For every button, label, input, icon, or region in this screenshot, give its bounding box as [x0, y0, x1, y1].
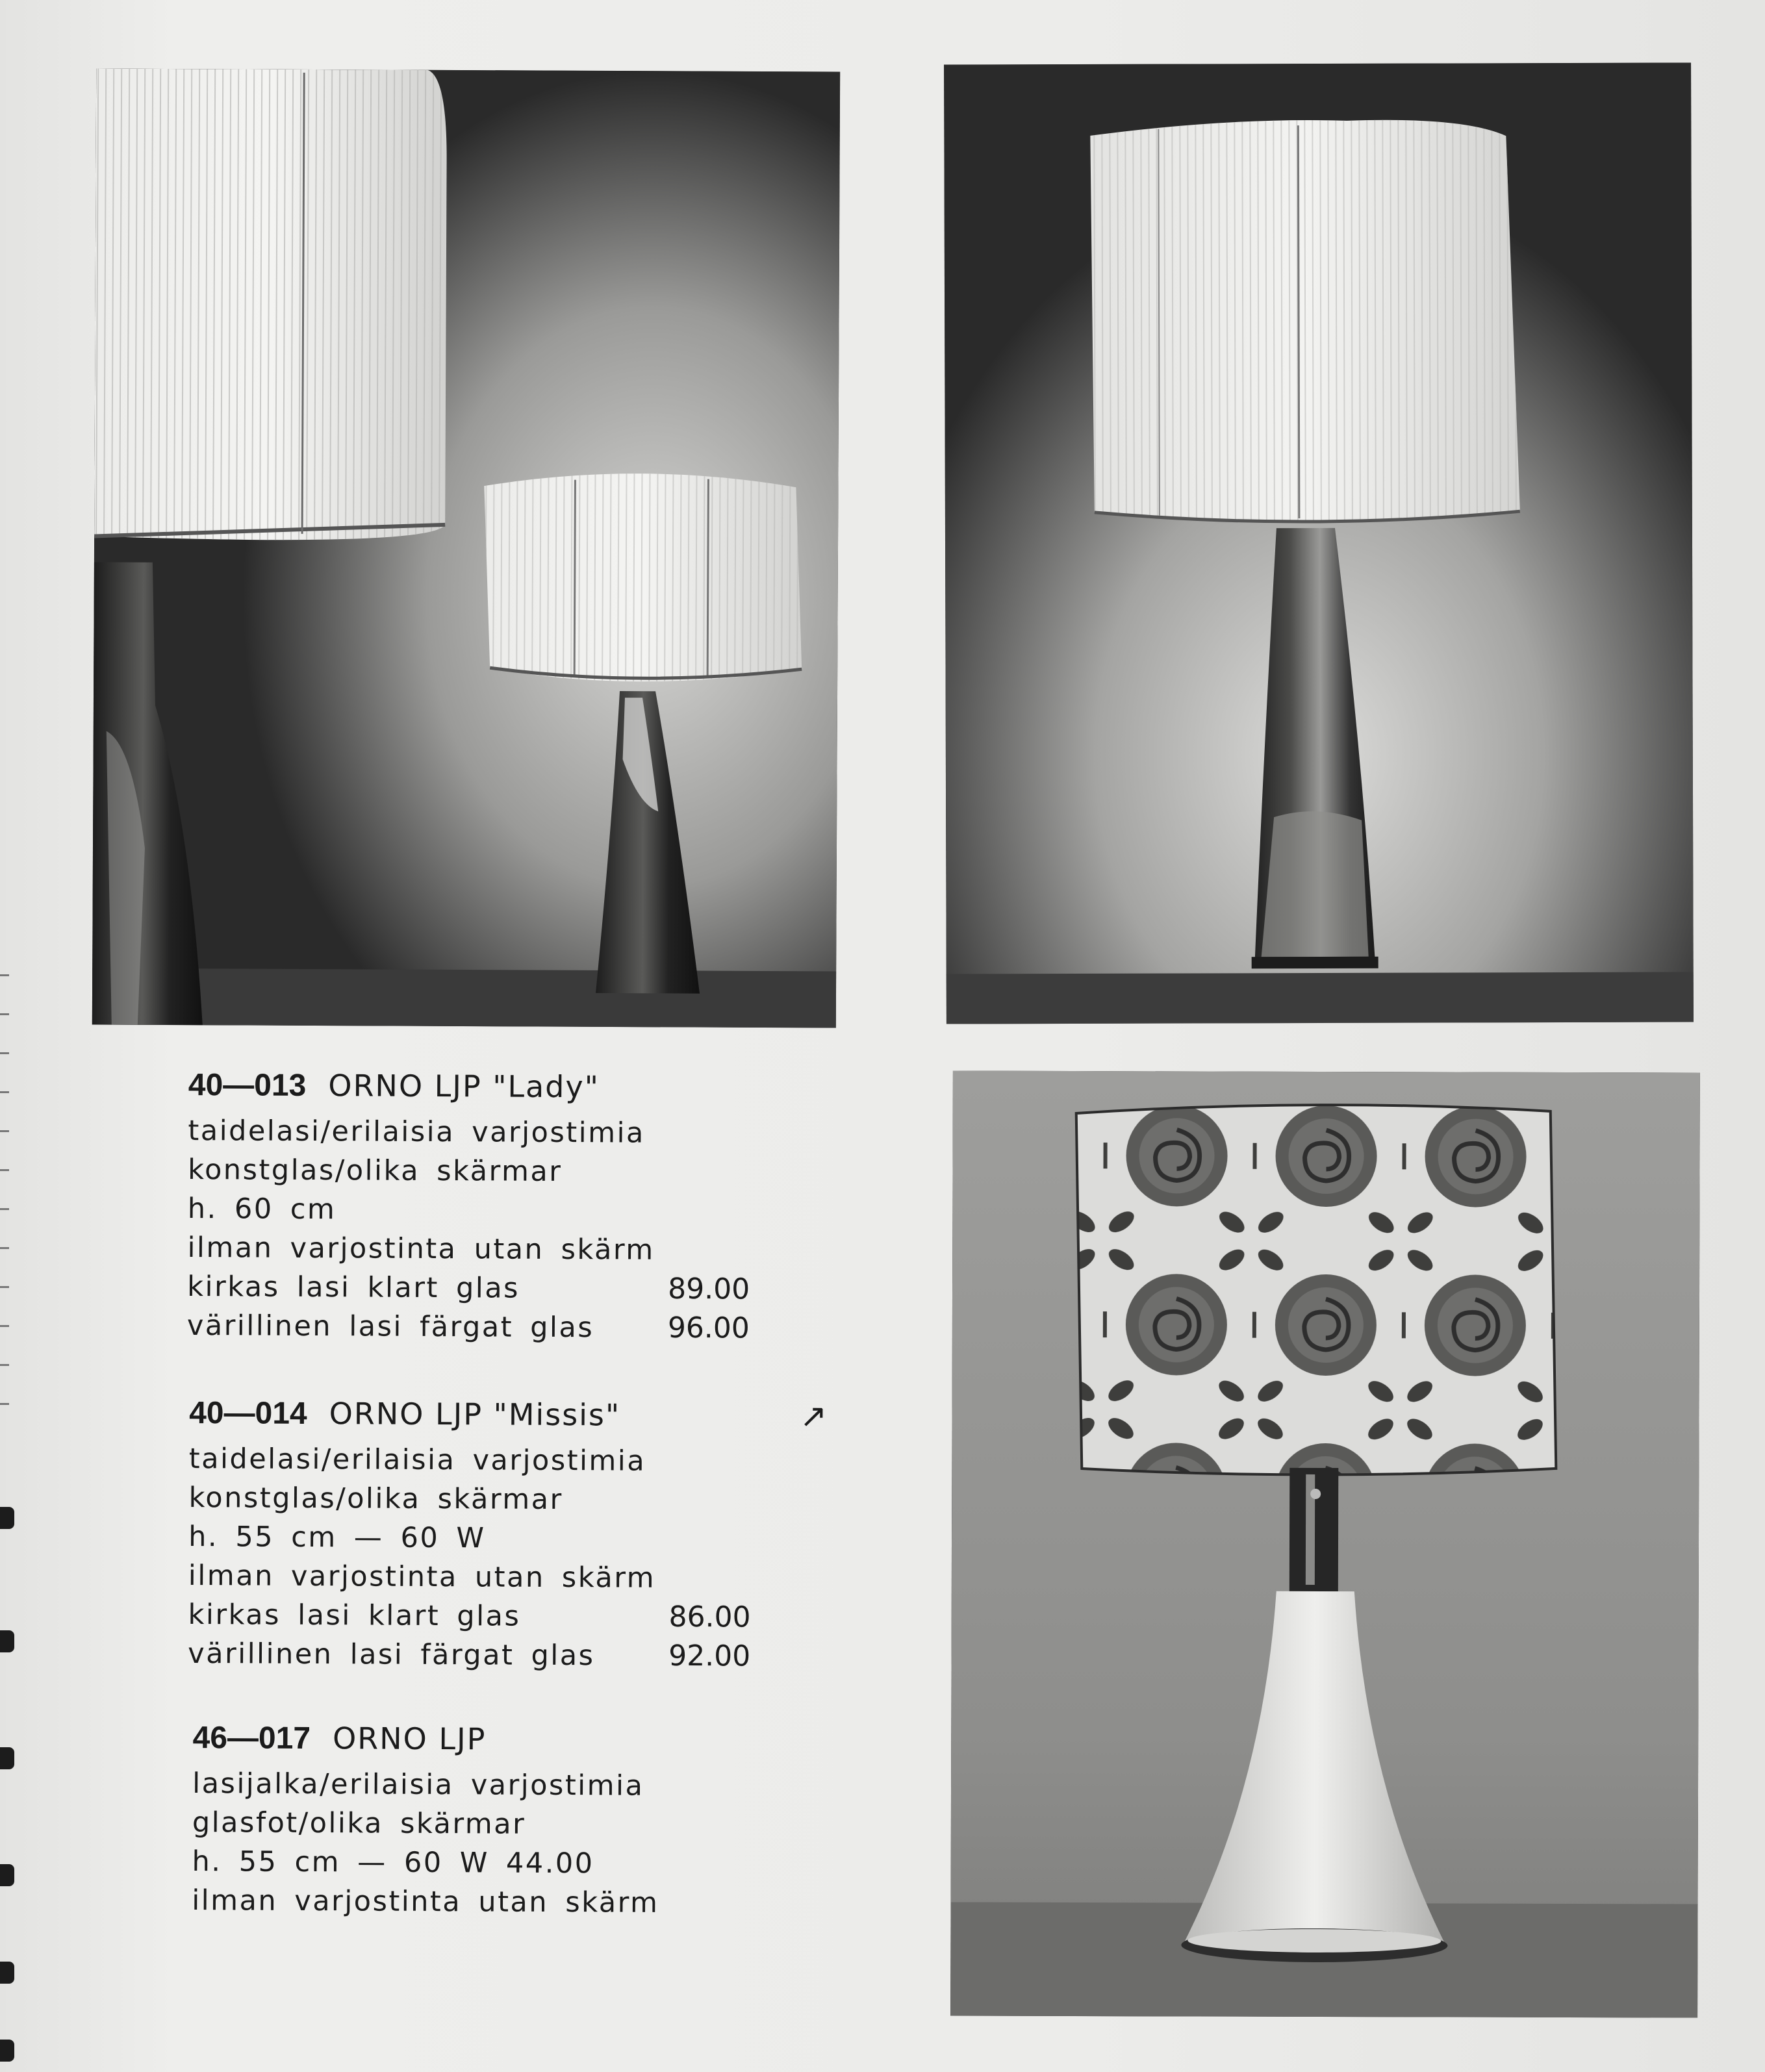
- entry-head: [189, 1393, 829, 1436]
- product-entry: [192, 1718, 778, 1923]
- spec-line: h. 55 cm — 60 W 44.00: [192, 1845, 594, 1880]
- spec-line: h. 60 cm: [187, 1192, 336, 1226]
- price: 89.00: [668, 1272, 750, 1306]
- spec-line: glasfot/olika skärmar: [192, 1806, 526, 1841]
- arrow-icon: ↗: [800, 1396, 829, 1435]
- spec-line: lasijalka/erilaisia varjostimia: [192, 1767, 644, 1802]
- spec-line: konstglas/olika skärmar: [188, 1153, 563, 1189]
- spec-line: taidelasi/erilaisia varjostimia: [188, 1114, 645, 1150]
- spec-line: h. 55 cm — 60 W: [188, 1521, 486, 1555]
- product-title: ORNO LJP "Lady": [328, 1068, 600, 1105]
- price: 96.00: [667, 1311, 750, 1345]
- product-code: 46—017: [192, 1721, 311, 1756]
- product-title: ORNO LJP: [332, 1721, 487, 1757]
- price: 92.00: [668, 1639, 751, 1673]
- product-code: 40—013: [188, 1068, 307, 1103]
- entry-head: [188, 1065, 773, 1108]
- spec-line: värillinen lasi färgat glas 96.00: [187, 1306, 772, 1348]
- lamp-photo-glass: [944, 62, 1694, 1024]
- spec-line: ilman varjostinta utan skärm: [187, 1231, 655, 1267]
- price: 86.00: [668, 1600, 751, 1634]
- entry-head: [192, 1718, 777, 1761]
- spec-line: kirkas lasi klart glas 86.00: [188, 1595, 772, 1637]
- spec-line: taidelasi/erilaisia varjostimia: [188, 1443, 646, 1478]
- spiral-binding: [0, 974, 19, 2072]
- product-entry: [187, 1065, 773, 1348]
- product-entry: [188, 1393, 829, 1676]
- spec-line: ilman varjostinta utan skärm: [192, 1884, 659, 1919]
- spec-line: kirkas lasi klart glas 89.00: [187, 1267, 772, 1309]
- spec-line: värillinen lasi färgat glas 92.00: [188, 1634, 772, 1676]
- lamp-photo-patterned: [950, 1070, 1700, 2017]
- product-title: ORNO LJP "Missis": [329, 1396, 621, 1433]
- product-code: 40—014: [189, 1396, 307, 1431]
- lamp-photo-lady-missis: [92, 69, 840, 1028]
- spec-line: konstglas/olika skärmar: [188, 1482, 563, 1517]
- spec-line: ilman varjostinta utan skärm: [188, 1560, 656, 1595]
